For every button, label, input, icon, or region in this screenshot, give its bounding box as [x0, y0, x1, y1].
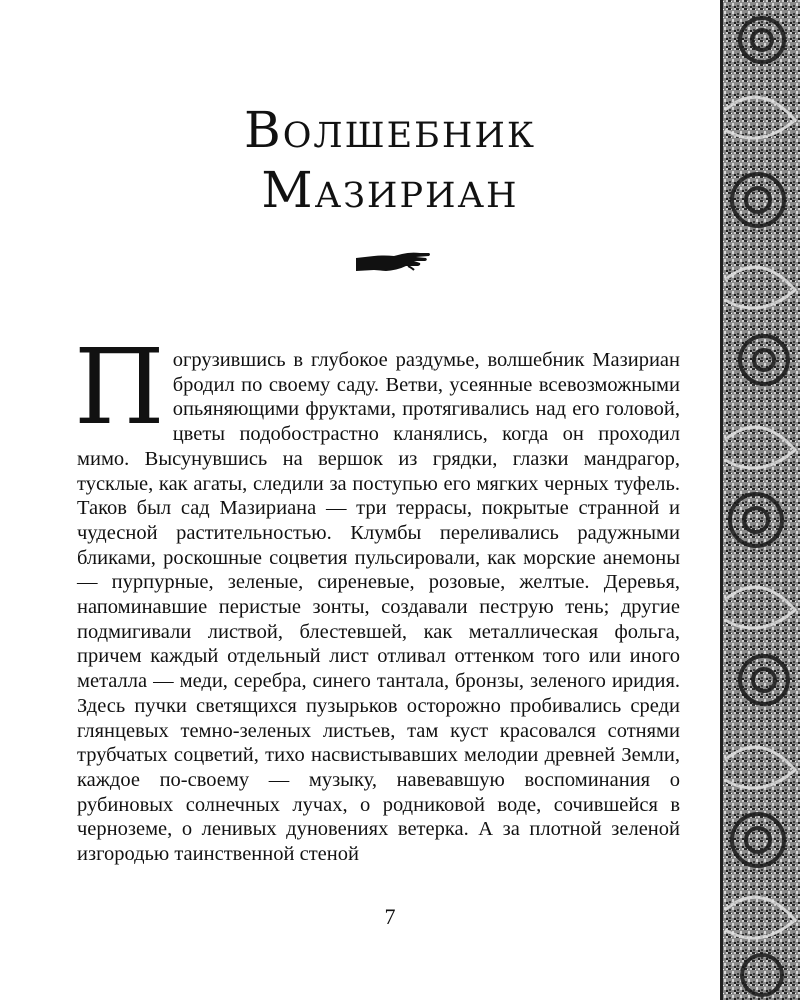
chapter-title-line2: Мазириан	[261, 161, 519, 219]
decorative-border-strip	[720, 0, 800, 1000]
page-number: 7	[384, 904, 396, 929]
chapter-title-line1: Волшебник	[244, 101, 536, 159]
drop-cap-letter: П	[74, 326, 165, 448]
body-paragraph: огрузившись в глубокое раздумье, волшебник Мазириан бродил по своему саду. Ветви, усеянные всевозможными опьяняющими фруктами, протягивались над его головой, цветы подобострастно кланялись, когда он проходил мимо. Высунувшись на вершок из грядки, глазки мандрагор, тусклые, как агаты, следили за поступью его мягких черных туфель. Таков был сад Мазириана — три террасы, покрытые странной и чудесной растительностью. Клумбы переливались радужными бликами, роскошные соцветия пульсировали, как морские анемоны — пурпурные, зеленые, сиреневые, розовые, желтые. Деревья, напоминавшие перистые зонты, создавали пеструю тень; другие подмигивали листвой, блестевшей, как металлическая фольга, причем каждый отдельный лист отливал оттенком того или иного металла — меди, серебра, синего тантала, бронзы, зеленого иридия. Здесь пучки светящихся пузырьков осторожно пробивались среди глянцевых темно-зеленых листьев, там куст красовался сотнями трубчатых соцветий, тихо насвистывавших мелодии древней Земли, каждое по-своему — музыку, навевавшую воспоминания о рубиновых солнечных лучах, о родниковой воде, сочившейся в черноземе, о ленивых дуновениях ветерка. А за плотной зеленой изгородью таинственной стеной	[77, 349, 680, 866]
chapter-title	[40, 100, 740, 220]
pointing-hand-icon	[354, 250, 432, 276]
chapter-body-text	[74, 326, 680, 867]
